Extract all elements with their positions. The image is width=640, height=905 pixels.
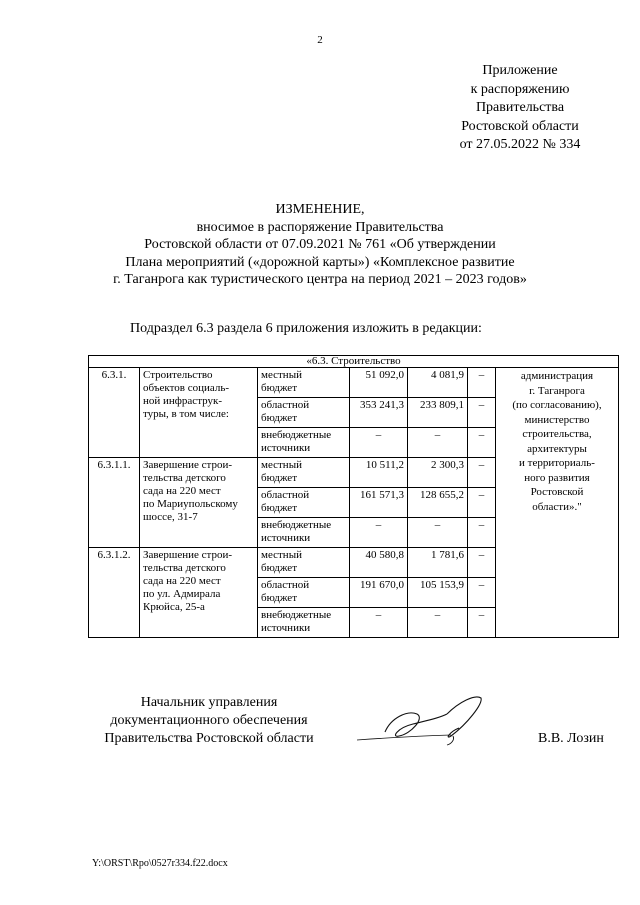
value-cell: –: [350, 428, 408, 458]
title-line: Ростовской области от 07.09.2021 № 761 «Об утверждении: [144, 237, 496, 252]
funding-source: внебюджетные источники: [258, 428, 350, 458]
value-cell: –: [468, 548, 496, 578]
value-cell: 233 809,1: [408, 398, 468, 428]
handwritten-signature-icon: [355, 688, 495, 758]
funding-source: областной бюджет: [258, 578, 350, 608]
value-cell: 353 241,3: [350, 398, 408, 428]
value-cell: 128 655,2: [408, 488, 468, 518]
funding-source: областной бюджет: [258, 398, 350, 428]
item-code: 6.3.1.1.: [89, 458, 140, 548]
funding-source: местный бюджет: [258, 548, 350, 578]
value-cell: –: [408, 428, 468, 458]
appendix-line: Правительства: [475, 100, 565, 115]
value-cell: 40 580,8: [350, 548, 408, 578]
signatory-position: [90, 694, 328, 748]
value-cell: –: [408, 518, 468, 548]
document-title: [0, 201, 640, 289]
value-cell: –: [468, 398, 496, 428]
page-number: 2: [317, 34, 323, 46]
measures-table: [88, 355, 619, 638]
table-row: [89, 368, 619, 398]
title-line: Плана мероприятий («дорожной карты») «Комплексное развитие: [125, 254, 515, 270]
position-line: Начальник управления: [140, 695, 278, 710]
funding-source: внебюджетные источники: [258, 518, 350, 548]
item-code: 6.3.1.2.: [89, 548, 140, 638]
funding-source: местный бюджет: [258, 368, 350, 398]
value-cell: 105 153,9: [408, 578, 468, 608]
signatory-name: В.В. Лозин: [538, 731, 604, 746]
item-name: Завершение строи- тельства детского сада на 220 мест по Мариупольскому шоссе, 31-7: [140, 458, 258, 548]
title-line: г. Таганрога как туристического центра на период 2021 – 2023 годов»: [113, 272, 527, 287]
value-cell: –: [468, 518, 496, 548]
value-cell: 51 092,0: [350, 368, 408, 398]
value-cell: –: [350, 608, 408, 638]
value-cell: 10 511,2: [350, 458, 408, 488]
value-cell: –: [468, 368, 496, 398]
funding-source: местный бюджет: [258, 458, 350, 488]
value-cell: –: [468, 608, 496, 638]
position-line: документационного обеспечения: [110, 713, 308, 728]
intro-paragraph: Подраздел 6.3 раздела 6 приложения изложить в редакции:: [130, 321, 482, 336]
value-cell: 191 670,0: [350, 578, 408, 608]
value-cell: –: [468, 428, 496, 458]
appendix-line: от 27.05.2022 № 334: [459, 137, 581, 152]
item-name: Завершение строи- тельства детского сада на 220 мест по ул. Адмирала Крюйса, 25-а: [140, 548, 258, 638]
executor-cell: администрация г. Таганрога (по согласованию), министерство строительства, архитектуры и территориаль- ного развития Ростовской области».": [496, 368, 619, 638]
funding-source: областной бюджет: [258, 488, 350, 518]
value-cell: –: [468, 458, 496, 488]
item-code: 6.3.1.: [89, 368, 140, 458]
value-cell: 1 781,6: [408, 548, 468, 578]
appendix-line: Ростовской области: [461, 118, 579, 134]
value-cell: 4 081,9: [408, 368, 468, 398]
title-line: вносимое в распоряжение Правительства: [196, 219, 444, 235]
appendix-line: к распоряжению: [470, 81, 570, 97]
value-cell: –: [350, 518, 408, 548]
value-cell: 161 571,3: [350, 488, 408, 518]
value-cell: –: [468, 488, 496, 518]
section-header: «6.3. Строительство: [89, 356, 619, 368]
item-name: Строительство объектов социаль- ной инфраструк- туры, в том числе:: [140, 368, 258, 458]
funding-source: внебюджетные источники: [258, 608, 350, 638]
appendix-line: Приложение: [482, 63, 558, 78]
value-cell: 2 300,3: [408, 458, 468, 488]
title-heading: ИЗМЕНЕНИЕ,: [275, 202, 365, 217]
file-path: Y:\ORST\Rpo\0527r334.f22.docx: [92, 858, 228, 869]
value-cell: –: [468, 578, 496, 608]
value-cell: –: [408, 608, 468, 638]
position-line: Правительства Ростовской области: [104, 731, 314, 746]
appendix-block: [440, 62, 600, 155]
